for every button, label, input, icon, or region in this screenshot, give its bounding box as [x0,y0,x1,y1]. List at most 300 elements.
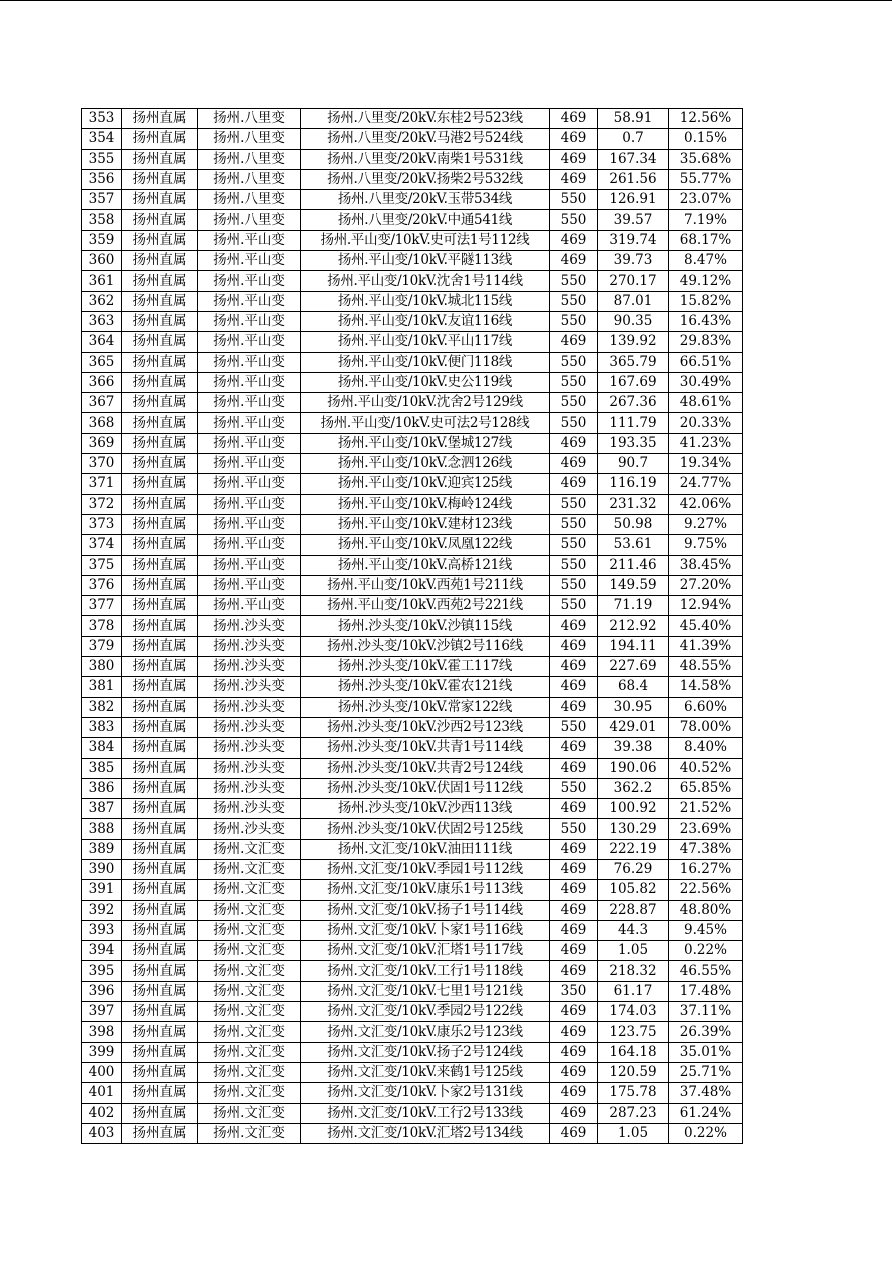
capacity-cell: 469 [550,129,598,149]
line-name-cell: 扬州.八里变/20kV.南柴1号531线 [301,149,550,169]
load-rate-cell: 23.69% [669,819,743,839]
substation-cell: 扬州.文汇变 [198,1083,301,1103]
table-row [82,190,743,210]
table-row [82,494,743,514]
table-row [82,636,743,656]
substation-cell: 扬州.文汇变 [198,981,301,1001]
organization-cell: 扬州直属 [122,494,198,514]
substation-cell: 扬州.沙头变 [198,717,301,737]
organization-cell: 扬州直属 [122,657,198,677]
line-name-cell: 扬州.平山变/10kV.迎宾125线 [301,474,550,494]
row-index-cell: 390 [82,859,122,879]
capacity-cell: 550 [550,596,598,616]
table-row [82,393,743,413]
row-index-cell: 361 [82,271,122,291]
organization-cell: 扬州直属 [122,981,198,1001]
load-rate-cell: 6.60% [669,697,743,717]
line-name-cell: 扬州.平山变/10kV.念泗126线 [301,454,550,474]
line-name-cell: 扬州.八里变/20kV.玉带534线 [301,190,550,210]
table-row [82,1002,743,1022]
load-rate-cell: 15.82% [669,291,743,311]
organization-cell: 扬州直属 [122,535,198,555]
substation-cell: 扬州.八里变 [198,129,301,149]
organization-cell: 扬州直属 [122,210,198,230]
substation-cell: 扬州.文汇变 [198,880,301,900]
row-index-cell: 370 [82,454,122,474]
row-index-cell: 364 [82,332,122,352]
load-rate-cell: 37.48% [669,1083,743,1103]
organization-cell: 扬州直属 [122,190,198,210]
organization-cell: 扬州直属 [122,393,198,413]
line-name-cell: 扬州.文汇变/10kV.汇塔2号134线 [301,1123,550,1143]
row-index-cell: 399 [82,1042,122,1062]
line-name-cell: 扬州.文汇变/10kV.卜家1号116线 [301,920,550,940]
load-rate-cell: 65.85% [669,778,743,798]
capacity-cell: 469 [550,109,598,129]
capacity-cell: 469 [550,1002,598,1022]
line-name-cell: 扬州.八里变/20kV.马港2号524线 [301,129,550,149]
load-rate-cell: 16.27% [669,859,743,879]
substation-cell: 扬州.八里变 [198,210,301,230]
capacity-cell: 469 [550,332,598,352]
table-row [82,981,743,1001]
organization-cell: 扬州直属 [122,169,198,189]
table-row [82,1083,743,1103]
load-rate-cell: 68.17% [669,230,743,250]
substation-cell: 扬州.沙头变 [198,697,301,717]
organization-cell: 扬州直属 [122,332,198,352]
load-cell: 50.98 [598,514,669,534]
line-name-cell: 扬州.沙头变/10kV.沙西113线 [301,799,550,819]
row-index-cell: 400 [82,1062,122,1082]
row-index-cell: 360 [82,251,122,271]
load-cell: 175.78 [598,1083,669,1103]
row-index-cell: 357 [82,190,122,210]
load-cell: 228.87 [598,900,669,920]
capacity-cell: 550 [550,291,598,311]
load-rate-cell: 22.56% [669,880,743,900]
row-index-cell: 381 [82,677,122,697]
substation-cell: 扬州.沙头变 [198,636,301,656]
load-rate-cell: 12.94% [669,596,743,616]
row-index-cell: 356 [82,169,122,189]
substation-cell: 扬州.平山变 [198,291,301,311]
row-index-cell: 398 [82,1022,122,1042]
load-rate-cell: 9.45% [669,920,743,940]
organization-cell: 扬州直属 [122,372,198,392]
substation-cell: 扬州.八里变 [198,149,301,169]
load-rate-cell: 17.48% [669,981,743,1001]
load-cell: 71.19 [598,596,669,616]
table-row [82,819,743,839]
table-row [82,839,743,859]
load-cell: 429.01 [598,717,669,737]
capacity-cell: 469 [550,454,598,474]
capacity-cell: 550 [550,575,598,595]
load-rate-cell: 30.49% [669,372,743,392]
row-index-cell: 386 [82,778,122,798]
table-row [82,109,743,129]
load-cell: 261.56 [598,169,669,189]
table-row [82,1062,743,1082]
load-cell: 167.69 [598,372,669,392]
capacity-cell: 469 [550,433,598,453]
table-row [82,291,743,311]
row-index-cell: 389 [82,839,122,859]
table-row [82,961,743,981]
substation-cell: 扬州.八里变 [198,190,301,210]
organization-cell: 扬州直属 [122,474,198,494]
table-row [82,778,743,798]
organization-cell: 扬州直属 [122,1123,198,1143]
load-rate-cell: 35.01% [669,1042,743,1062]
substation-cell: 扬州.沙头变 [198,799,301,819]
organization-cell: 扬州直属 [122,677,198,697]
line-name-cell: 扬州.沙头变/10kV.沙西2号123线 [301,717,550,737]
row-index-cell: 375 [82,555,122,575]
load-rate-cell: 23.07% [669,190,743,210]
capacity-cell: 550 [550,210,598,230]
organization-cell: 扬州直属 [122,251,198,271]
capacity-cell: 469 [550,636,598,656]
capacity-cell: 550 [550,494,598,514]
load-cell: 116.19 [598,474,669,494]
table-row [82,1103,743,1123]
feeder-load-table [81,108,743,1144]
substation-cell: 扬州.八里变 [198,169,301,189]
table-row [82,474,743,494]
organization-cell: 扬州直属 [122,859,198,879]
line-name-cell: 扬州.平山变/10kV.史可法2号128线 [301,413,550,433]
line-name-cell: 扬州.平山变/10kV.沈舍1号114线 [301,271,550,291]
table-row [82,920,743,940]
substation-cell: 扬州.平山变 [198,575,301,595]
table-row [82,859,743,879]
load-cell: 87.01 [598,291,669,311]
load-rate-cell: 7.19% [669,210,743,230]
capacity-cell: 469 [550,474,598,494]
load-cell: 111.79 [598,413,669,433]
organization-cell: 扬州直属 [122,514,198,534]
substation-cell: 扬州.平山变 [198,311,301,331]
line-name-cell: 扬州.沙头变/10kV.常家122线 [301,697,550,717]
capacity-cell: 469 [550,799,598,819]
load-rate-cell: 55.77% [669,169,743,189]
load-cell: 362.2 [598,778,669,798]
load-rate-cell: 48.55% [669,657,743,677]
capacity-cell: 550 [550,352,598,372]
row-index-cell: 363 [82,311,122,331]
row-index-cell: 393 [82,920,122,940]
row-index-cell: 373 [82,514,122,534]
line-name-cell: 扬州.文汇变/10kV.油田111线 [301,839,550,859]
substation-cell: 扬州.平山变 [198,352,301,372]
row-index-cell: 355 [82,149,122,169]
table-row [82,596,743,616]
capacity-cell: 469 [550,880,598,900]
table-row [82,149,743,169]
row-index-cell: 374 [82,535,122,555]
table-row [82,372,743,392]
capacity-cell: 469 [550,758,598,778]
organization-cell: 扬州直属 [122,413,198,433]
load-rate-cell: 45.40% [669,616,743,636]
organization-cell: 扬州直属 [122,271,198,291]
table-row [82,738,743,758]
substation-cell: 扬州.平山变 [198,535,301,555]
organization-cell: 扬州直属 [122,920,198,940]
row-index-cell: 380 [82,657,122,677]
line-name-cell: 扬州.文汇变/10kV.工行1号118线 [301,961,550,981]
capacity-cell: 550 [550,717,598,737]
organization-cell: 扬州直属 [122,717,198,737]
load-cell: 58.91 [598,109,669,129]
load-cell: 319.74 [598,230,669,250]
line-name-cell: 扬州.平山变/10kV.史可法1号112线 [301,230,550,250]
substation-cell: 扬州.沙头变 [198,819,301,839]
line-name-cell: 扬州.文汇变/10kV.来鹤1号125线 [301,1062,550,1082]
load-cell: 222.19 [598,839,669,859]
substation-cell: 扬州.文汇变 [198,961,301,981]
line-name-cell: 扬州.沙头变/10kV.霍工117线 [301,657,550,677]
substation-cell: 扬州.文汇变 [198,1103,301,1123]
load-cell: 164.18 [598,1042,669,1062]
line-name-cell: 扬州.沙头变/10kV.沙镇2号116线 [301,636,550,656]
substation-cell: 扬州.文汇变 [198,900,301,920]
table-row [82,941,743,961]
table-row [82,129,743,149]
organization-cell: 扬州直属 [122,596,198,616]
table-row [82,311,743,331]
load-cell: 90.35 [598,311,669,331]
load-rate-cell: 38.45% [669,555,743,575]
load-cell: 105.82 [598,880,669,900]
organization-cell: 扬州直属 [122,230,198,250]
line-name-cell: 扬州.八里变/20kV.东桂2号523线 [301,109,550,129]
capacity-cell: 550 [550,535,598,555]
load-rate-cell: 14.58% [669,677,743,697]
load-cell: 39.57 [598,210,669,230]
organization-cell: 扬州直属 [122,109,198,129]
organization-cell: 扬州直属 [122,129,198,149]
load-cell: 174.03 [598,1002,669,1022]
row-index-cell: 362 [82,291,122,311]
line-name-cell: 扬州.文汇变/10kV.季园1号112线 [301,859,550,879]
substation-cell: 扬州.文汇变 [198,920,301,940]
row-index-cell: 387 [82,799,122,819]
table-row [82,880,743,900]
line-name-cell: 扬州.平山变/10kV.沈舍2号129线 [301,393,550,413]
line-name-cell: 扬州.文汇变/10kV.工行2号133线 [301,1103,550,1123]
substation-cell: 扬州.沙头变 [198,657,301,677]
line-name-cell: 扬州.平山变/10kV.建材123线 [301,514,550,534]
load-rate-cell: 66.51% [669,352,743,372]
substation-cell: 扬州.沙头变 [198,778,301,798]
substation-cell: 扬州.平山变 [198,514,301,534]
row-index-cell: 402 [82,1103,122,1123]
table-row [82,657,743,677]
load-rate-cell: 0.22% [669,1123,743,1143]
capacity-cell: 550 [550,393,598,413]
table-row [82,169,743,189]
capacity-cell: 469 [550,900,598,920]
row-index-cell: 392 [82,900,122,920]
substation-cell: 扬州.文汇变 [198,1022,301,1042]
load-rate-cell: 25.71% [669,1062,743,1082]
table-row [82,1042,743,1062]
line-name-cell: 扬州.平山变/10kV.友谊116线 [301,311,550,331]
line-name-cell: 扬州.沙头变/10kV.伏固1号112线 [301,778,550,798]
capacity-cell: 469 [550,697,598,717]
substation-cell: 扬州.平山变 [198,474,301,494]
substation-cell: 扬州.平山变 [198,230,301,250]
table-row [82,900,743,920]
organization-cell: 扬州直属 [122,738,198,758]
row-index-cell: 368 [82,413,122,433]
organization-cell: 扬州直属 [122,1022,198,1042]
line-name-cell: 扬州.沙头变/10kV.共青1号114线 [301,738,550,758]
capacity-cell: 550 [550,514,598,534]
line-name-cell: 扬州.沙头变/10kV.霍农121线 [301,677,550,697]
substation-cell: 扬州.平山变 [198,332,301,352]
table-row [82,758,743,778]
load-rate-cell: 19.34% [669,454,743,474]
line-name-cell: 扬州.平山变/10kV.史公119线 [301,372,550,392]
organization-cell: 扬州直属 [122,697,198,717]
load-cell: 53.61 [598,535,669,555]
substation-cell: 扬州.八里变 [198,109,301,129]
row-index-cell: 378 [82,616,122,636]
load-cell: 1.05 [598,941,669,961]
organization-cell: 扬州直属 [122,311,198,331]
table-row [82,514,743,534]
table-row [82,799,743,819]
organization-cell: 扬州直属 [122,778,198,798]
load-cell: 0.7 [598,129,669,149]
line-name-cell: 扬州.文汇变/10kV.扬子2号124线 [301,1042,550,1062]
row-index-cell: 396 [82,981,122,1001]
capacity-cell: 550 [550,271,598,291]
table-row [82,1022,743,1042]
load-cell: 194.11 [598,636,669,656]
line-name-cell: 扬州.文汇变/10kV.七里1号121线 [301,981,550,1001]
substation-cell: 扬州.平山变 [198,413,301,433]
organization-cell: 扬州直属 [122,1002,198,1022]
row-index-cell: 358 [82,210,122,230]
organization-cell: 扬州直属 [122,1103,198,1123]
load-rate-cell: 41.39% [669,636,743,656]
load-cell: 231.32 [598,494,669,514]
substation-cell: 扬州.沙头变 [198,616,301,636]
load-cell: 30.95 [598,697,669,717]
organization-cell: 扬州直属 [122,1083,198,1103]
substation-cell: 扬州.平山变 [198,372,301,392]
line-name-cell: 扬州.平山变/10kV.城北115线 [301,291,550,311]
substation-cell: 扬州.文汇变 [198,859,301,879]
table-row [82,210,743,230]
table-row [82,677,743,697]
capacity-cell: 550 [550,413,598,433]
organization-cell: 扬州直属 [122,291,198,311]
load-cell: 76.29 [598,859,669,879]
line-name-cell: 扬州.八里变/20kV.扬柴2号532线 [301,169,550,189]
capacity-cell: 550 [550,311,598,331]
line-name-cell: 扬州.平山变/10kV.平山117线 [301,332,550,352]
load-cell: 123.75 [598,1022,669,1042]
capacity-cell: 469 [550,941,598,961]
substation-cell: 扬州.文汇变 [198,1123,301,1143]
table-row [82,1123,743,1143]
organization-cell: 扬州直属 [122,575,198,595]
substation-cell: 扬州.平山变 [198,596,301,616]
substation-cell: 扬州.沙头变 [198,758,301,778]
load-rate-cell: 49.12% [669,271,743,291]
row-index-cell: 367 [82,393,122,413]
substation-cell: 扬州.平山变 [198,454,301,474]
capacity-cell: 469 [550,251,598,271]
organization-cell: 扬州直属 [122,555,198,575]
table-row [82,454,743,474]
substation-cell: 扬州.平山变 [198,433,301,453]
line-name-cell: 扬州.沙头变/10kV.伏固2号125线 [301,819,550,839]
load-rate-cell: 35.68% [669,149,743,169]
load-cell: 149.59 [598,575,669,595]
line-name-cell: 扬州.平山变/10kV.西苑1号211线 [301,575,550,595]
load-rate-cell: 26.39% [669,1022,743,1042]
load-cell: 190.06 [598,758,669,778]
load-rate-cell: 12.56% [669,109,743,129]
capacity-cell: 550 [550,778,598,798]
load-rate-cell: 8.47% [669,251,743,271]
organization-cell: 扬州直属 [122,961,198,981]
organization-cell: 扬州直属 [122,149,198,169]
load-rate-cell: 21.52% [669,799,743,819]
row-index-cell: 359 [82,230,122,250]
load-cell: 193.35 [598,433,669,453]
row-index-cell: 372 [82,494,122,514]
load-cell: 130.29 [598,819,669,839]
organization-cell: 扬州直属 [122,616,198,636]
organization-cell: 扬州直属 [122,880,198,900]
substation-cell: 扬州.文汇变 [198,1002,301,1022]
load-cell: 270.17 [598,271,669,291]
load-cell: 212.92 [598,616,669,636]
row-index-cell: 397 [82,1002,122,1022]
substation-cell: 扬州.平山变 [198,251,301,271]
line-name-cell: 扬州.文汇变/10kV.扬子1号114线 [301,900,550,920]
table-row [82,352,743,372]
row-index-cell: 382 [82,697,122,717]
organization-cell: 扬州直属 [122,433,198,453]
capacity-cell: 469 [550,738,598,758]
capacity-cell: 469 [550,677,598,697]
table-row [82,697,743,717]
load-rate-cell: 40.52% [669,758,743,778]
load-rate-cell: 27.20% [669,575,743,595]
table-row [82,271,743,291]
capacity-cell: 469 [550,169,598,189]
organization-cell: 扬州直属 [122,941,198,961]
substation-cell: 扬州.平山变 [198,555,301,575]
load-rate-cell: 24.77% [669,474,743,494]
table-row [82,555,743,575]
substation-cell: 扬州.平山变 [198,494,301,514]
load-cell: 211.46 [598,555,669,575]
load-rate-cell: 48.61% [669,393,743,413]
load-rate-cell: 78.00% [669,717,743,737]
substation-cell: 扬州.沙头变 [198,738,301,758]
load-rate-cell: 20.33% [669,413,743,433]
